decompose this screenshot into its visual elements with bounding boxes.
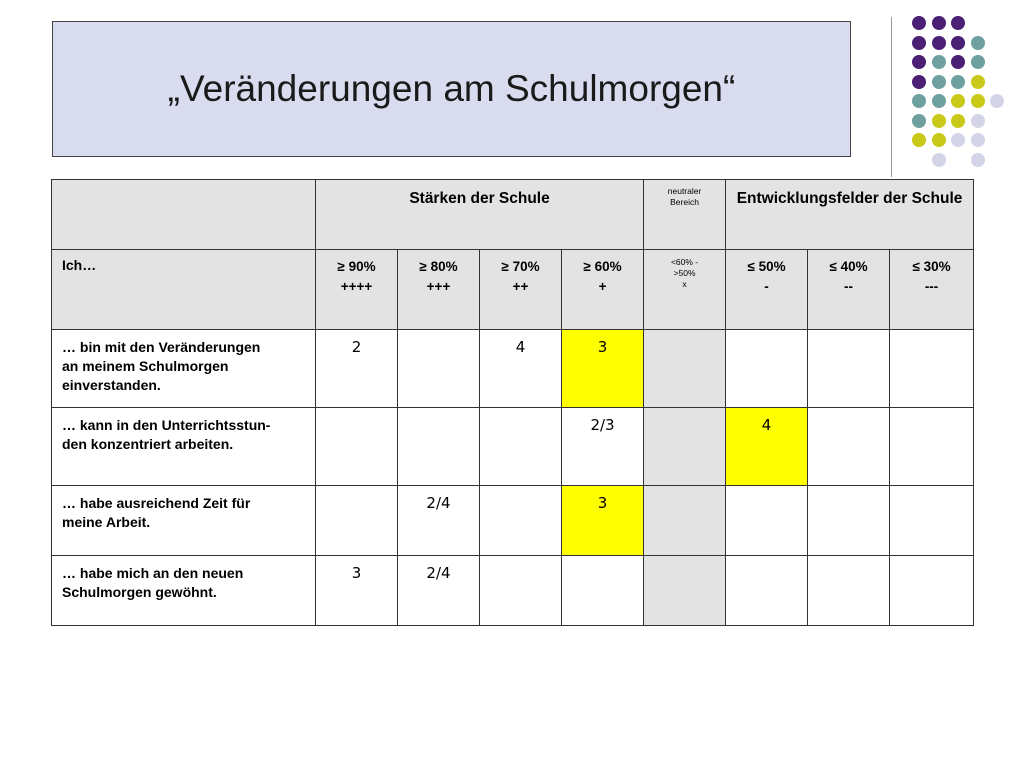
- value-cell: 4: [726, 408, 808, 486]
- decorative-dot: [912, 75, 926, 89]
- decorative-dot: [971, 133, 985, 147]
- decorative-dot: [912, 16, 926, 30]
- decorative-dot: [932, 55, 946, 69]
- value-cell: [480, 408, 562, 486]
- row-label: … habe mich an den neuen Schulmorgen gewöhnt.: [52, 556, 316, 626]
- decorative-dot: [932, 153, 946, 167]
- decorative-dot: [971, 55, 985, 69]
- decorative-dot: [912, 94, 926, 108]
- decorative-dot: [951, 133, 965, 147]
- level-cell: ≥ 70% ++: [480, 250, 562, 330]
- development-header: Entwicklungsfelder der Schule: [726, 180, 974, 250]
- decorative-dot: [932, 114, 946, 128]
- neutral-cell: [644, 486, 726, 556]
- decorative-dot: [951, 55, 965, 69]
- decorative-dot: [990, 94, 1004, 108]
- value-cell: [890, 486, 974, 556]
- value-cell: [562, 556, 644, 626]
- corner-cell: [52, 180, 316, 250]
- decorative-dot: [932, 133, 946, 147]
- slide-title: „Veränderungen am Schulmorgen“: [167, 68, 736, 109]
- level-cell: ≤ 40% --: [808, 250, 890, 330]
- neutral-header: neutraler Bereich: [644, 180, 726, 250]
- decorative-dot: [951, 114, 965, 128]
- divider-line: [891, 17, 892, 177]
- group-header-row: [52, 180, 974, 250]
- decorative-dot: [971, 114, 985, 128]
- level-cell: ≥ 60% +: [562, 250, 644, 330]
- table-row: [52, 556, 974, 626]
- row-label: … kann in den Unterrichtsstun- den konzentriert arbeiten.: [52, 408, 316, 486]
- value-cell: [808, 408, 890, 486]
- level-cell: ≤ 50% -: [726, 250, 808, 330]
- value-cell: 2/4: [398, 556, 480, 626]
- value-cell: [808, 556, 890, 626]
- value-cell: [808, 486, 890, 556]
- decorative-dot: [971, 36, 985, 50]
- value-cell: [480, 556, 562, 626]
- value-cell: [316, 408, 398, 486]
- decorative-dot: [912, 114, 926, 128]
- table-row: [52, 486, 974, 556]
- level-header-row: [52, 250, 974, 330]
- decorative-dot: [951, 16, 965, 30]
- value-cell: [480, 486, 562, 556]
- value-cell: [808, 330, 890, 408]
- neutral-cell: [644, 408, 726, 486]
- decorative-dot: [932, 16, 946, 30]
- decorative-dot: [951, 94, 965, 108]
- neutral-cell: [644, 556, 726, 626]
- decorative-dot: [951, 75, 965, 89]
- value-cell: [890, 330, 974, 408]
- value-cell: [316, 486, 398, 556]
- value-cell: 3: [562, 486, 644, 556]
- value-cell: 4: [480, 330, 562, 408]
- value-cell: 2: [316, 330, 398, 408]
- value-cell: [890, 556, 974, 626]
- row-label: … bin mit den Veränderungen an meinem Schulmorgen einverstanden.: [52, 330, 316, 408]
- value-cell: [398, 330, 480, 408]
- decorative-dot: [932, 75, 946, 89]
- value-cell: [726, 556, 808, 626]
- decorative-dot: [971, 94, 985, 108]
- row-label: … habe ausreichend Zeit für meine Arbeit.: [52, 486, 316, 556]
- table-row: [52, 408, 974, 486]
- value-cell: 2/3: [562, 408, 644, 486]
- value-cell: 3: [316, 556, 398, 626]
- table-row: [52, 330, 974, 408]
- decorative-dot: [971, 153, 985, 167]
- value-cell: [890, 408, 974, 486]
- strengths-header: Stärken der Schule: [316, 180, 644, 250]
- decorative-dot: [971, 75, 985, 89]
- value-cell: 3: [562, 330, 644, 408]
- level-cell: ≥ 90% ++++: [316, 250, 398, 330]
- row-header-label: Ich…: [52, 250, 316, 330]
- neutral-cell: [644, 330, 726, 408]
- level-cell: ≤ 30% ---: [890, 250, 974, 330]
- value-cell: [726, 330, 808, 408]
- level-cell-neutral: <60% - >50% x: [644, 250, 726, 330]
- title-box: [52, 21, 851, 157]
- value-cell: 2/4: [398, 486, 480, 556]
- decorative-dot: [932, 94, 946, 108]
- value-cell: [398, 408, 480, 486]
- decorative-dot: [932, 36, 946, 50]
- decorative-dot: [912, 36, 926, 50]
- value-cell: [726, 486, 808, 556]
- decorative-dot: [912, 133, 926, 147]
- decorative-dot: [951, 36, 965, 50]
- level-cell: ≥ 80% +++: [398, 250, 480, 330]
- survey-table: [51, 179, 974, 626]
- decorative-dot: [912, 55, 926, 69]
